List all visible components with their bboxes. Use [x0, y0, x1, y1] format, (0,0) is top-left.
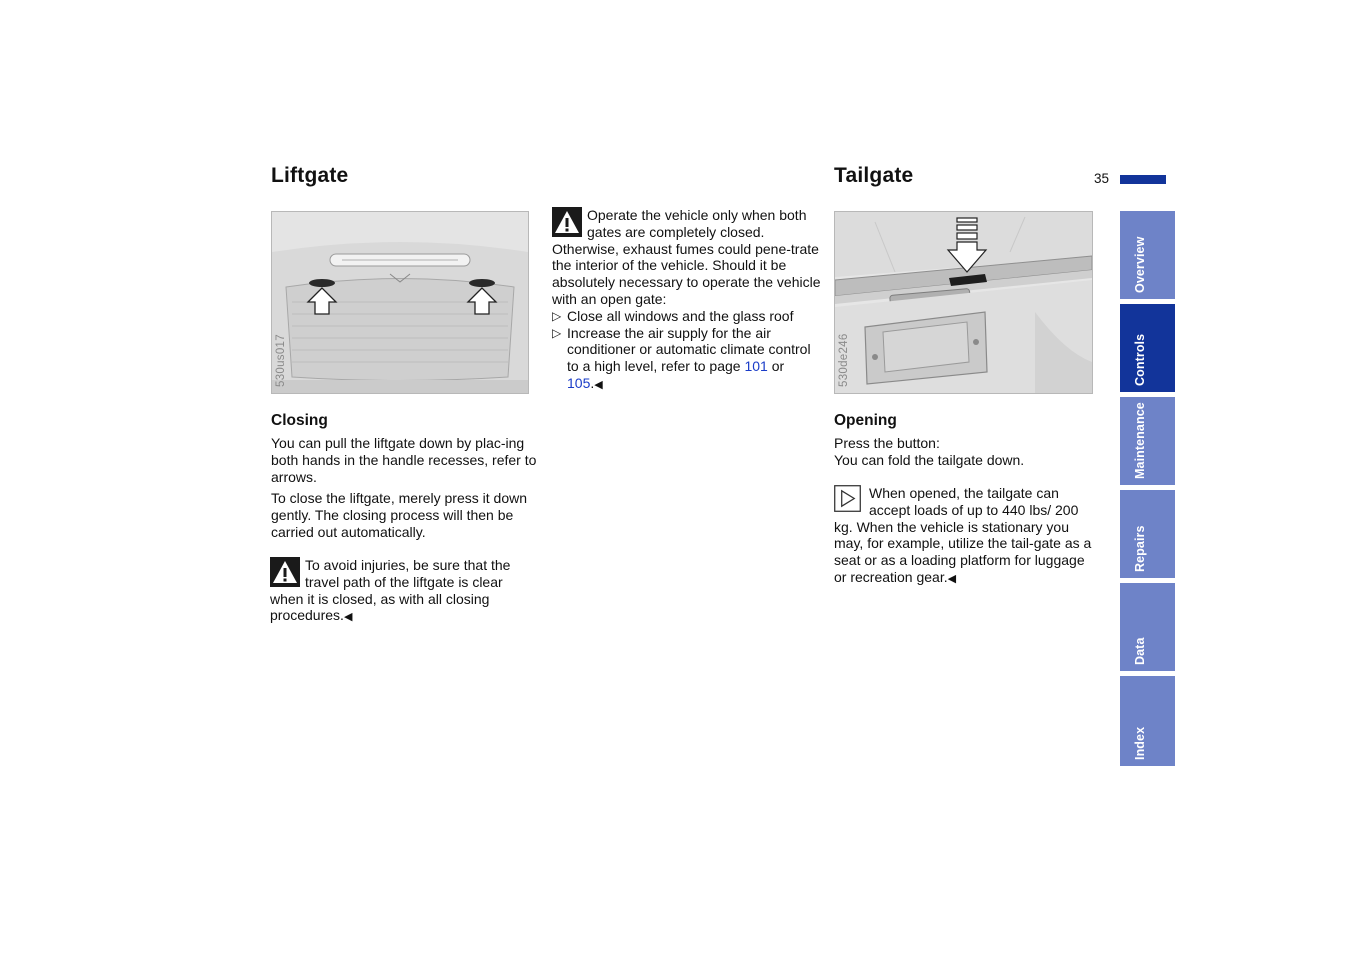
bullet-item	[552, 308, 822, 325]
page-link-101[interactable]: 101	[744, 358, 768, 375]
page-number: 35	[1094, 171, 1110, 186]
tab-data-label: Data	[1133, 637, 1147, 665]
warning-triangle-icon	[270, 557, 300, 587]
liftgate-title: Liftgate	[271, 164, 349, 187]
page-marker-bar	[1120, 175, 1166, 184]
middle-warning-text: Operate the vehicle only when both gates are completely closed. Otherwise, exhaust fumes could pene-trate the interior of the vehicle. Should it be absolutely necessary to operate the vehicle with an open gate:	[552, 207, 821, 307]
tailgate-line-1: Press the button:	[834, 435, 940, 451]
tailgate-title: Tailgate	[834, 164, 914, 187]
liftgate-para-2: To close the liftgate, merely press it down gently. The closing process will then be carried out automatically.	[271, 490, 528, 540]
end-mark-icon: ◀	[594, 378, 603, 391]
liftgate-body	[271, 435, 537, 541]
tab-index-label: Index	[1133, 726, 1147, 760]
tab-repairs-label: Repairs	[1133, 525, 1147, 572]
warning-triangle-icon	[552, 207, 582, 237]
tab-index[interactable]	[1120, 676, 1175, 766]
tab-controls-label: Controls	[1133, 333, 1147, 386]
opening-subtitle: Opening	[834, 412, 897, 429]
end-mark-icon: ◀	[947, 572, 957, 585]
tab-overview[interactable]	[1120, 211, 1175, 299]
liftgate-warning-text: To avoid injuries, be sure that the travel path of the liftgate is clear when it is closed, as with all closing procedures.	[270, 557, 511, 624]
bullet-text-1: Close all windows and the glass roof	[567, 307, 794, 324]
tailgate-line-2: You can fold the tailgate down.	[834, 451, 1025, 468]
tab-data[interactable]	[1120, 583, 1175, 671]
tab-controls[interactable]	[1120, 304, 1175, 392]
tab-maintenance[interactable]	[1120, 397, 1175, 485]
tab-maintenance-label: Maintenance	[1133, 402, 1147, 479]
bullet-triangle-icon: ▷	[552, 325, 562, 340]
tailgate-body	[834, 435, 1098, 469]
liftgate-warning	[270, 557, 536, 626]
middle-warning	[552, 207, 822, 394]
tab-overview-label: Overview	[1133, 236, 1147, 293]
tailgate-figure	[834, 211, 1093, 394]
liftgate-figure	[271, 211, 529, 394]
end-mark-icon: ◀	[343, 611, 353, 624]
tailgate-note-text: When opened, the tailgate can accept loads of up to 440 lbs/ 200 kg. When the vehicle is stationary you may, for example, utilize the tail-gate as a seat or as a loading platform for luggage or recreation gear.	[834, 485, 1092, 585]
tailgate-note	[834, 485, 1098, 588]
bullet-item	[552, 325, 822, 394]
bullet-text-2: Increase the air supply for the air conditioner or automatic climate control to a high level, refer to page	[567, 324, 811, 375]
liftgate-figure-code: 530us017	[275, 334, 287, 387]
tab-repairs[interactable]	[1120, 490, 1175, 578]
page-link-105[interactable]: 105	[567, 374, 591, 391]
or-text: or	[771, 358, 785, 375]
liftgate-para-1: You can pull the liftgate down by plac-ing both hands in the handle recesses, refer to arrows.	[271, 435, 537, 485]
bullet-triangle-icon: ▷	[552, 308, 562, 323]
period: .	[590, 374, 595, 391]
tailgate-figure-code: 530de246	[838, 333, 850, 387]
note-arrow-icon	[834, 485, 861, 512]
closing-subtitle: Closing	[271, 412, 328, 429]
